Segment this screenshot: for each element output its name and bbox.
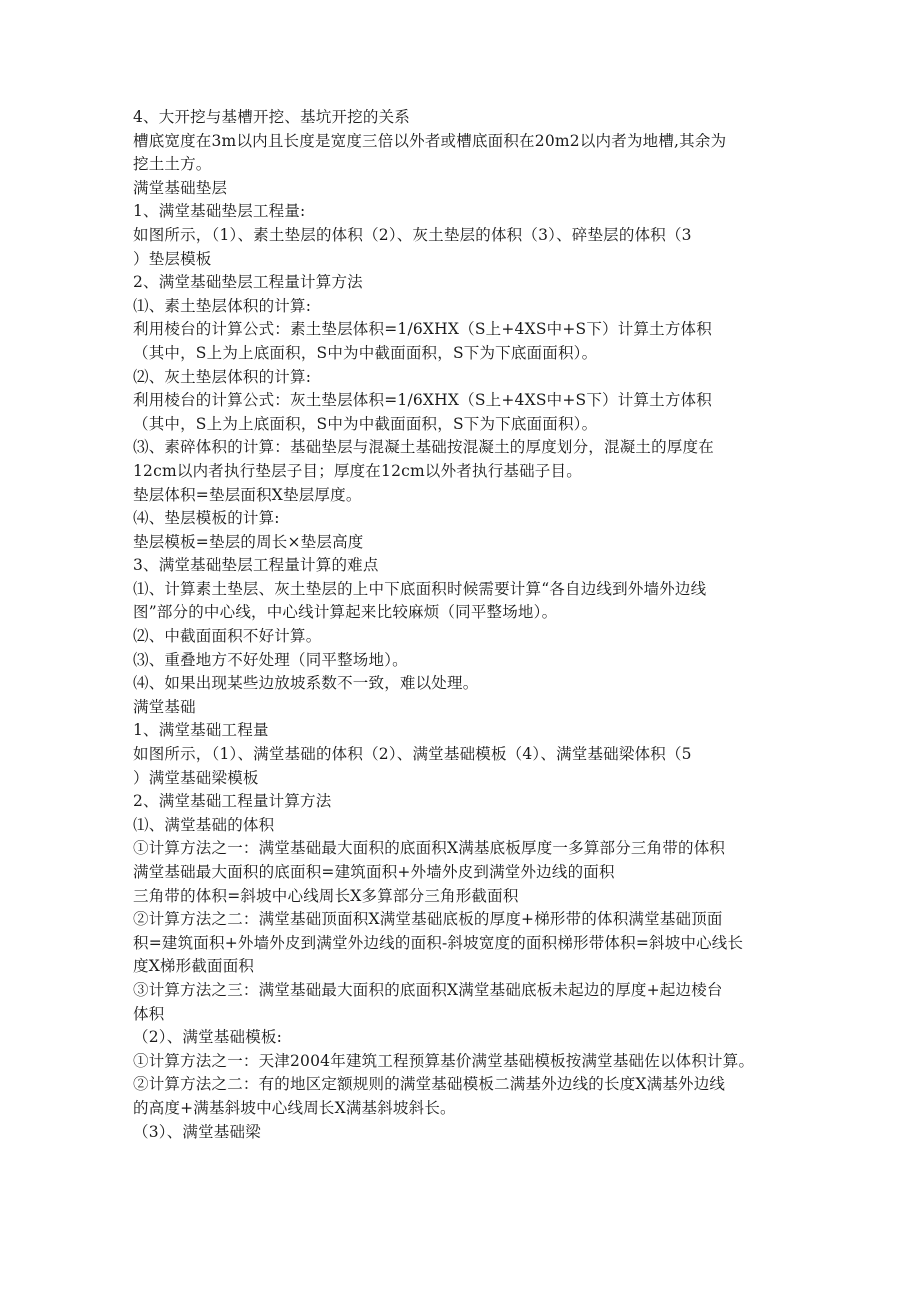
text-line: ⑷、垫层模板的计算: — [133, 509, 280, 528]
text-line: 度X梯形截面面积 — [133, 957, 255, 976]
text-line: ⑴、满堂基础的体积 — [133, 815, 275, 834]
text-line: 4、大开挖与基槽开挖、基坑开挖的关系 — [133, 108, 410, 126]
text-line: 3、满堂基础垫层工程量计算的难点 — [133, 556, 379, 575]
text-line: 挖土土方。 — [133, 155, 212, 174]
text-line: 槽底宽度在3m以内且长度是宽度三倍以外者或槽底面积在20m2以内者为地槽,其余为 — [133, 131, 727, 150]
text-line: 体积 — [133, 1004, 165, 1023]
text-line: ⑴、素土垫层体积的计算: — [133, 296, 312, 315]
text-line: （3）、满堂基础梁 — [133, 1122, 261, 1141]
text-line: ①计算方法之一：满堂基础最大面积的底面积X满基底板厚度一多算部分三角带的体积 — [133, 839, 726, 858]
text-line: ③计算方法之三：满堂基础最大面积的底面积X满堂基础底板未起边的厚度+起边棱台 — [133, 980, 723, 999]
text-line: 垫层模板=垫层的周长×垫层高度 — [133, 532, 364, 551]
text-line: ⑴、计算素土垫层、灰土垫层的上中下底面积时候需要计算“各自边线到外墙外边线 — [133, 579, 707, 598]
text-line: 利用棱台的计算公式：灰土垫层体积=1/6XHX（S上+4XS中+S下）计算土方体积 — [133, 391, 712, 410]
text-line: （其中，S上为上底面积，S中为中截面面积，S下为下底面面积）。 — [133, 414, 598, 433]
text-line: 垫层体积=垫层面积X垫层厚度。 — [133, 485, 362, 504]
document-page — [133, 106, 793, 1144]
text-line: 满堂基础最大面积的底面积=建筑面积+外墙外皮到满堂外边线的面积 — [133, 863, 615, 881]
text-line: 满堂基础垫层 — [133, 178, 228, 197]
text-line: ⑶、素碎体积的计算：基础垫层与混凝土基础按混凝土的厚度划分，混凝土的厚度在 — [133, 438, 714, 457]
text-line: （其中，S上为上底面积，S中为中截面面积，S下为下底面面积）。 — [133, 343, 598, 362]
text-line: 的高度+满基斜坡中心线周长X满基斜坡斜长。 — [133, 1098, 456, 1117]
text-line: 2、满堂基础工程量计算方法 — [133, 792, 332, 811]
text-line: 三角带的体积=斜坡中心线周长X多算部分三角形截面积 — [133, 886, 519, 905]
text-line: 如图所示，（1）、满堂基础的体积（2）、满堂基础模板（4）、满堂基础梁体积（5 — [133, 745, 692, 764]
text-line: 如图所示，（1）、素土垫层的体积（2）、灰土垫层的体积（3）、碎垫层的体积（3 — [133, 225, 692, 244]
text-line: ）垫层模板 — [133, 249, 212, 268]
text-line: ②计算方法之二：有的地区定额规则的满堂基础模板二满基外边线的长度X满基外边线 — [133, 1075, 726, 1094]
text-line: ⑶、重叠地方不好处理（同平整场地）。 — [133, 650, 408, 669]
text-line: ）满堂基础梁模板 — [133, 768, 259, 787]
text-line: ②计算方法之二：满堂基础顶面积X满堂基础底板的厚度+梯形带的体积满堂基础顶面 — [133, 910, 723, 929]
text-line: 1、满堂基础工程量 — [133, 721, 269, 740]
text-line: 满堂基础 — [133, 697, 196, 716]
text-line: （2）、满堂基础模板: — [133, 1028, 283, 1047]
text-line: 12cm以内者执行垫层子目；厚度在12cm以外者执行基础子目。 — [133, 461, 582, 480]
text-line: ①计算方法之一：天津2004年建筑工程预算基价满堂基础模板按满堂基础佐以体积计算。 — [133, 1051, 755, 1070]
text-line: 图”部分的中心线，中心线计算起来比较麻烦（同平整场地）。 — [133, 603, 558, 622]
text-line: 1、满堂基础垫层工程量: — [133, 202, 306, 221]
text-line: 积=建筑面积+外墙外皮到满堂外边线的面积-斜坡宽度的面积梯形带体积=斜坡中心线长 — [133, 933, 744, 952]
text-line: 利用棱台的计算公式：素土垫层体积=1/6XHX（S上+4XS中+S下）计算土方体积 — [133, 320, 712, 339]
text-line: ⑷、如果出现某些边放坡系数不一致，难以处理。 — [133, 674, 479, 693]
text-line: 2、满堂基础垫层工程量计算方法 — [133, 273, 363, 292]
text-line: ⑵、灰土垫层体积的计算: — [133, 367, 312, 386]
text-line: ⑵、中截面面积不好计算。 — [133, 627, 322, 646]
